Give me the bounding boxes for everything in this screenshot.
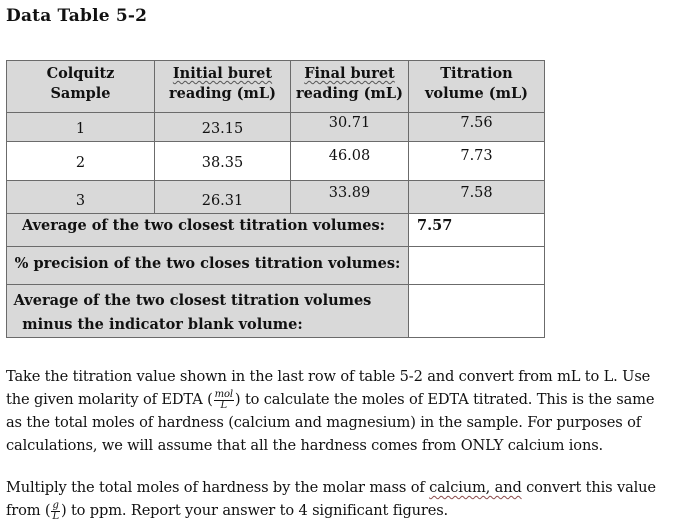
average-row bbox=[7, 214, 545, 247]
header-titration-line2: volume (mL) bbox=[424, 85, 529, 102]
table-header-row bbox=[7, 61, 545, 113]
p2-line2-post: ) to ppm. Report your answer to 4 significant figures. bbox=[60, 502, 449, 519]
cell-final: 33.89 bbox=[291, 181, 409, 214]
header-initial-line1 bbox=[155, 64, 290, 84]
header-final-line2: reading (mL) bbox=[296, 85, 403, 102]
p1-line3: as the total moles of hardness (calcium and magnesium) in the sample. For purposes of bbox=[6, 414, 641, 431]
cell-final: 46.08 bbox=[291, 142, 409, 181]
cell-volume: 7.58 bbox=[409, 181, 545, 214]
p1-line1: Take the titration value shown in the last row of table 5-2 and convert from mL to L. Use bbox=[6, 368, 651, 385]
header-final-line1 bbox=[291, 64, 408, 84]
header-sample-line1: Colquitz bbox=[46, 65, 115, 82]
instructions-paragraph-1 bbox=[6, 365, 678, 457]
fraction-denominator: L bbox=[220, 399, 228, 411]
p2-line1 bbox=[6, 476, 678, 499]
p2-line2-pre: from ( bbox=[6, 502, 51, 519]
data-table bbox=[6, 60, 545, 338]
precision-row bbox=[7, 247, 545, 285]
header-titration bbox=[409, 61, 545, 113]
table-row bbox=[7, 181, 545, 214]
precision-label: % precision of the two closes titration volumes: bbox=[7, 247, 409, 285]
header-sample-line2: Sample bbox=[50, 85, 111, 102]
precision-value bbox=[409, 247, 545, 285]
p1-line2-post: ) to calculate the moles of EDTA titrated. This is the same bbox=[234, 391, 655, 408]
cell-sample: 3 bbox=[7, 181, 155, 214]
p2-line1-pre: Multiply the total moles of hardness by the molar mass of bbox=[6, 479, 430, 496]
average-value: 7.57 bbox=[409, 214, 545, 247]
cell-initial: 23.15 bbox=[155, 113, 291, 142]
table-row bbox=[7, 142, 545, 181]
calcium-and-text: calcium, and bbox=[429, 479, 522, 496]
cell-sample: 1 bbox=[7, 113, 155, 142]
average-label: Average of the two closest titration volumes: bbox=[7, 214, 409, 247]
fraction-denominator: L bbox=[52, 510, 59, 522]
fraction-numerator: mol bbox=[214, 388, 233, 400]
p1-line2 bbox=[6, 388, 678, 411]
table-row bbox=[7, 113, 545, 142]
cell-sample: 2 bbox=[7, 142, 155, 181]
header-final bbox=[291, 61, 409, 113]
mol-per-liter-fraction bbox=[214, 390, 234, 411]
blank-label-line2: minus the indicator blank volume: bbox=[22, 316, 303, 333]
header-initial-line2: reading (mL) bbox=[169, 85, 276, 102]
p2-line1-post: convert this value bbox=[521, 479, 656, 496]
cell-final: 30.71 bbox=[291, 113, 409, 142]
cell-initial: 26.31 bbox=[155, 181, 291, 214]
header-sample bbox=[7, 61, 155, 113]
p1-line2-pre: the given molarity of EDTA ( bbox=[6, 391, 213, 408]
cell-initial: 38.35 bbox=[155, 142, 291, 181]
cell-volume: 7.73 bbox=[409, 142, 545, 181]
blank-label bbox=[7, 285, 409, 338]
header-final-text: Final buret bbox=[304, 65, 395, 82]
cell-volume: 7.56 bbox=[409, 113, 545, 142]
blank-label-line1: Average of the two closest titration volumes bbox=[13, 292, 372, 309]
p1-line4: calculations, we will assume that all the hardness comes from ONLY calcium ions. bbox=[6, 437, 604, 454]
blank-row bbox=[7, 285, 545, 338]
header-initial bbox=[155, 61, 291, 113]
instructions-paragraph-2 bbox=[6, 476, 678, 522]
blank-value bbox=[409, 285, 545, 338]
header-initial-text: Initial buret bbox=[172, 65, 273, 82]
header-titration-line1: Titration bbox=[440, 65, 513, 82]
fraction-numerator: g bbox=[52, 499, 59, 511]
page-title: Data Table 5-2 bbox=[6, 6, 148, 26]
p2-line2 bbox=[6, 499, 678, 522]
gram-per-liter-fraction bbox=[51, 501, 60, 522]
